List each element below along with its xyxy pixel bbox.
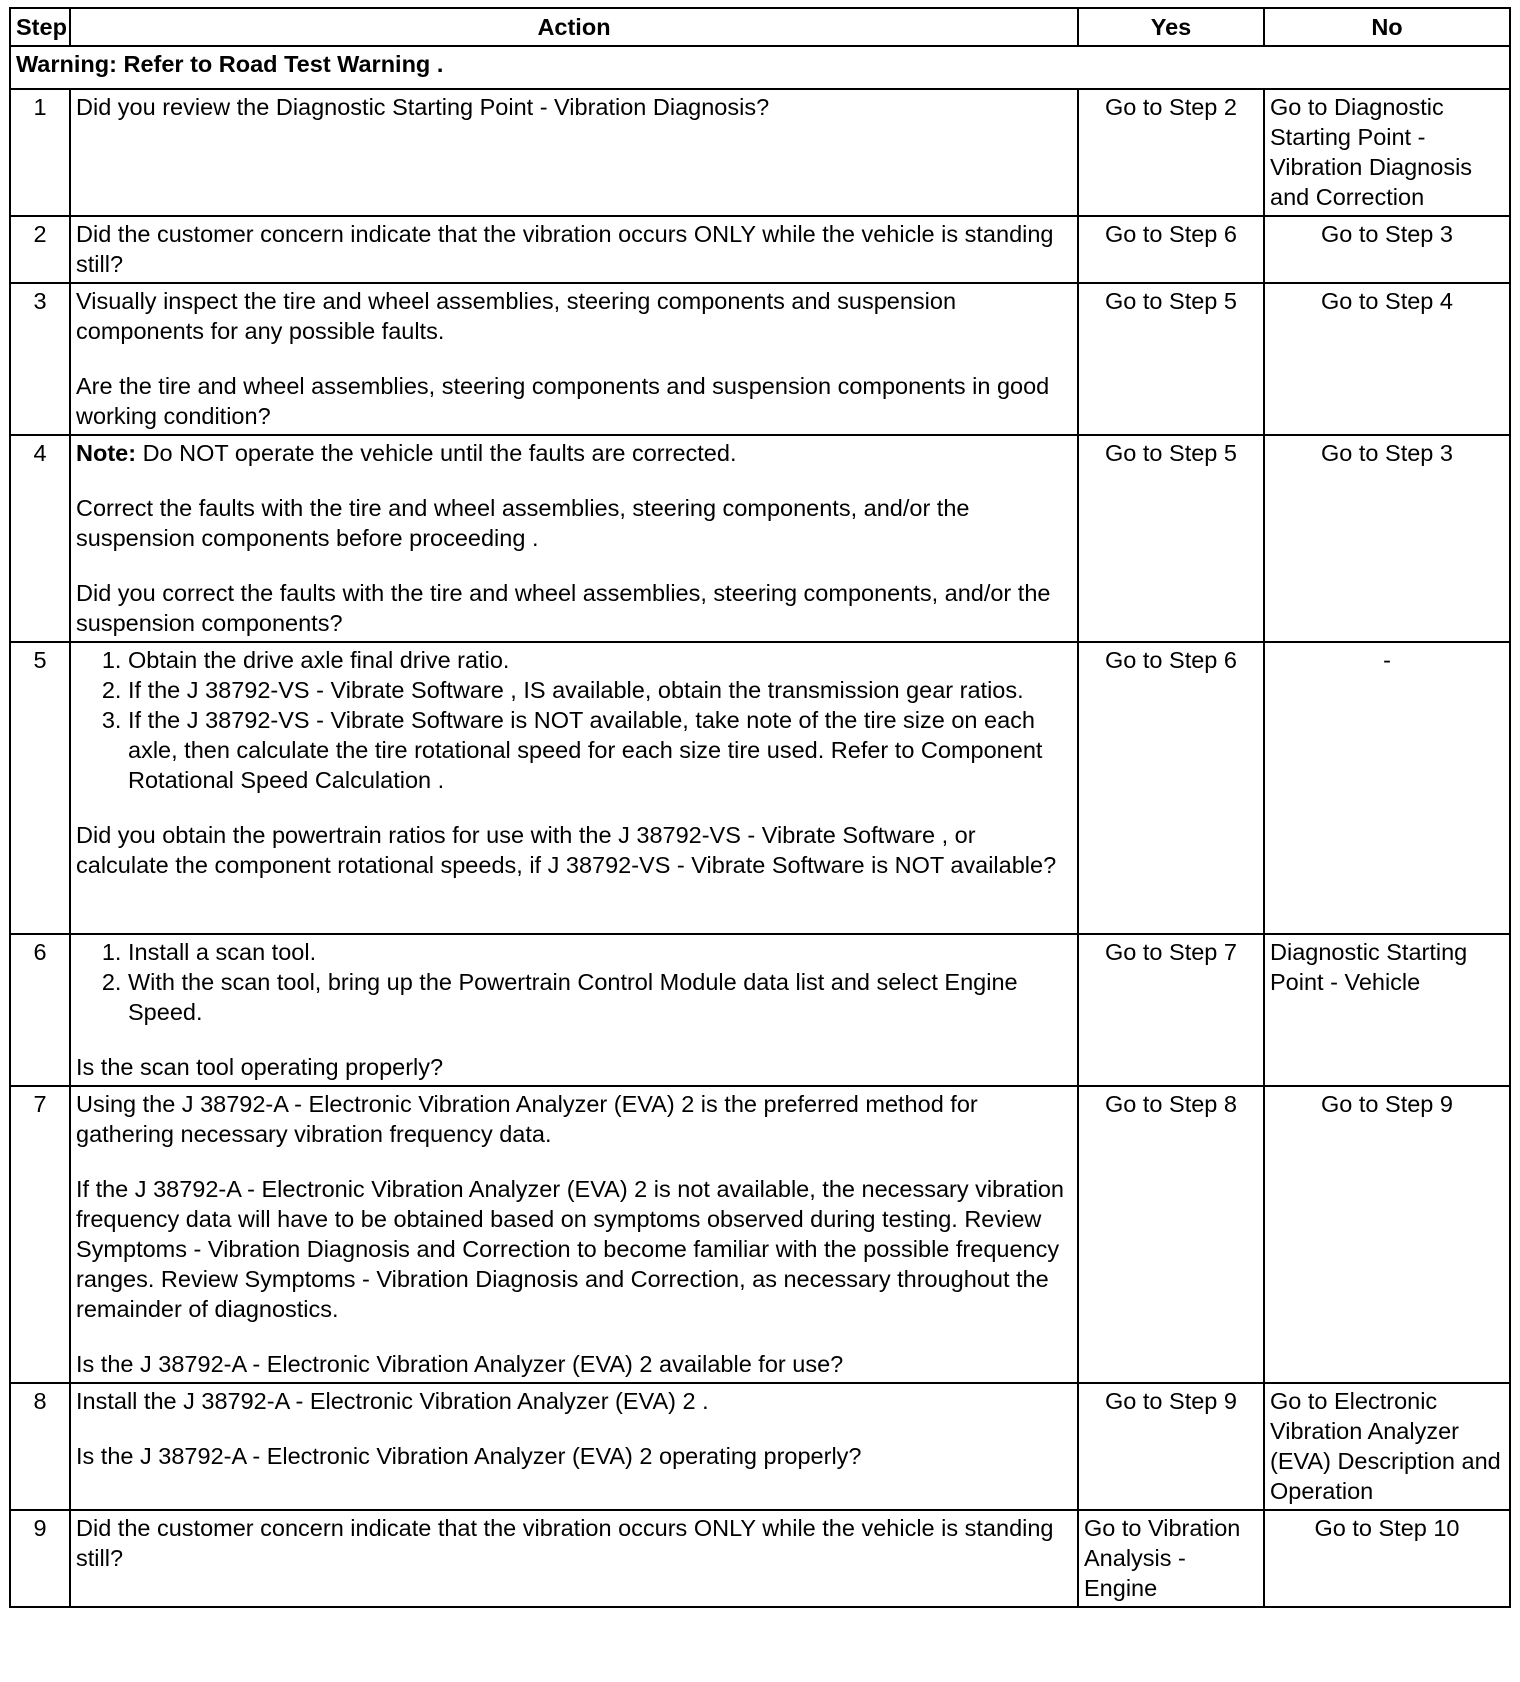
no-link[interactable]: Go to Electronic Vibration Analyzer (EVA) Description and Operation — [1264, 1383, 1510, 1510]
step-number: 8 — [10, 1383, 70, 1510]
step-row-8 — [10, 1383, 1510, 1510]
step-action — [70, 1510, 1078, 1607]
warning-row — [10, 46, 1510, 89]
action-question: Is the J 38792-A - Electronic Vibration Analyzer (EVA) 2 available for use? — [76, 1351, 844, 1377]
note-text: Do NOT operate the vehicle until the faults are corrected. — [136, 440, 737, 466]
step-row-3 — [10, 283, 1510, 435]
no-link[interactable]: Go to Diagnostic Starting Point - Vibration Diagnosis and Correction — [1264, 89, 1510, 216]
step-action — [70, 642, 1078, 934]
action-instruction: Visually inspect the tire and wheel assemblies, steering components and suspension components for any possible faults. — [76, 288, 957, 344]
header-row — [10, 8, 1510, 46]
no-link[interactable]: Go to Step 4 — [1264, 283, 1510, 435]
action-instruction: Install the J 38792-A - Electronic Vibration Analyzer (EVA) 2 . — [76, 1388, 709, 1414]
step-row-5 — [10, 642, 1510, 934]
road-test-warning: Warning: Refer to Road Test Warning . — [10, 46, 1510, 89]
step-number: 2 — [10, 216, 70, 283]
diagnostic-table — [9, 7, 1511, 1608]
list-item: 2. If the J 38792-VS - Vibrate Software , IS available, obtain the transmission gear ratios. — [128, 675, 1072, 705]
step-action — [70, 934, 1078, 1086]
yes-link[interactable]: Go to Step 5 — [1078, 435, 1264, 642]
step-row-2 — [10, 216, 1510, 283]
action-question: Is the scan tool operating properly? — [76, 1054, 444, 1080]
step-row-1 — [10, 89, 1510, 216]
action-instruction: If the J 38792-A - Electronic Vibration Analyzer (EVA) 2 is not available, the necessary vibration frequency data will have to be obtained based on symptoms observed during testing. Review Symptoms - Vibration Diagnosis and Correction to become familiar with the possible frequency ranges. Review Symptoms - Vibration Diagnosis and Correction, as necessary throughout the remainder of diagnostics. — [76, 1176, 1064, 1322]
step-row-4 — [10, 435, 1510, 642]
step-action — [70, 89, 1078, 216]
list-item: 3. If the J 38792-VS - Vibrate Software is NOT available, take note of the tire size on each axle, then calculate the tire rotational speed for each size tire used. Refer to Component Rotational Speed Calculation . — [128, 705, 1072, 795]
step-row-7 — [10, 1086, 1510, 1383]
action-instruction: Using the J 38792-A - Electronic Vibration Analyzer (EVA) 2 is the preferred method for gathering necessary vibration frequency data. — [76, 1091, 978, 1147]
procedure-list — [76, 645, 1072, 795]
action-question: Did the customer concern indicate that the vibration occurs ONLY while the vehicle is standing still? — [76, 221, 1054, 277]
action-instruction: Correct the faults with the tire and wheel assemblies, steering components, and/or the suspension components before proceeding . — [76, 495, 970, 551]
step-number: 9 — [10, 1510, 70, 1607]
yes-link[interactable]: Go to Step 5 — [1078, 283, 1264, 435]
action-question: Did you review the Diagnostic Starting Point - Vibration Diagnosis? — [76, 94, 770, 120]
list-item: 1. Obtain the drive axle final drive ratio. — [128, 645, 1072, 675]
no-link[interactable]: Diagnostic Starting Point - Vehicle — [1264, 934, 1510, 1086]
step-number: 5 — [10, 642, 70, 934]
action-question: Are the tire and wheel assemblies, steering components and suspension components in good working condition? — [76, 373, 1050, 429]
header-yes: Yes — [1078, 8, 1264, 46]
step-action — [70, 216, 1078, 283]
no-link[interactable]: Go to Step 10 — [1264, 1510, 1510, 1607]
step-number: 3 — [10, 283, 70, 435]
step-number: 7 — [10, 1086, 70, 1383]
diagnostic-table-container — [9, 7, 1511, 1608]
no-link: - — [1264, 642, 1510, 934]
step-number: 4 — [10, 435, 70, 642]
no-link[interactable]: Go to Step 3 — [1264, 216, 1510, 283]
yes-link[interactable]: Go to Step 2 — [1078, 89, 1264, 216]
note-label: Note: — [76, 440, 137, 466]
action-question: Did the customer concern indicate that the vibration occurs ONLY while the vehicle is standing still? — [76, 1515, 1054, 1571]
yes-link[interactable]: Go to Step 9 — [1078, 1383, 1264, 1510]
procedure-list — [76, 937, 1072, 1027]
step-row-6 — [10, 934, 1510, 1086]
step-action — [70, 1086, 1078, 1383]
step-action — [70, 283, 1078, 435]
no-link[interactable]: Go to Step 3 — [1264, 435, 1510, 642]
header-action: Action — [70, 8, 1078, 46]
step-number: 6 — [10, 934, 70, 1086]
header-no: No — [1264, 8, 1510, 46]
yes-link[interactable]: Go to Step 6 — [1078, 216, 1264, 283]
action-question: Did you obtain the powertrain ratios for use with the J 38792-VS - Vibrate Software , or calculate the component rotational speeds, if J 38792-VS - Vibrate Software is NOT available? — [76, 822, 1057, 878]
list-item: 2. With the scan tool, bring up the Powertrain Control Module data list and select Engine Speed. — [128, 967, 1072, 1027]
step-action — [70, 435, 1078, 642]
step-row-9 — [10, 1510, 1510, 1607]
no-link[interactable]: Go to Step 9 — [1264, 1086, 1510, 1383]
yes-link[interactable]: Go to Step 7 — [1078, 934, 1264, 1086]
yes-link[interactable]: Go to Step 8 — [1078, 1086, 1264, 1383]
step-action — [70, 1383, 1078, 1510]
header-step: Step — [10, 8, 70, 46]
list-item: 1. Install a scan tool. — [128, 937, 1072, 967]
action-question: Did you correct the faults with the tire and wheel assemblies, steering components, and/or the suspension components? — [76, 580, 1051, 636]
yes-link[interactable]: Go to Vibration Analysis - Engine — [1078, 1510, 1264, 1607]
action-question: Is the J 38792-A - Electronic Vibration Analyzer (EVA) 2 operating properly? — [76, 1443, 862, 1469]
note-paragraph — [76, 438, 1072, 468]
step-number: 1 — [10, 89, 70, 216]
yes-link[interactable]: Go to Step 6 — [1078, 642, 1264, 934]
